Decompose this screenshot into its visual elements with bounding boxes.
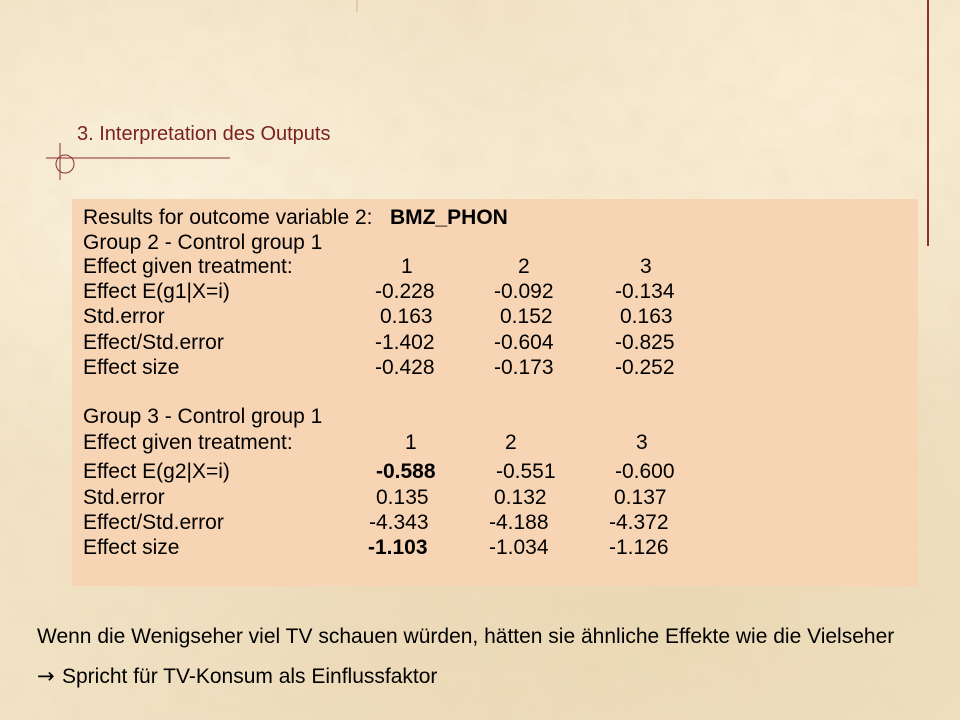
value-cell: -0.173 <box>494 356 554 379</box>
value-cell: -1.034 <box>489 536 549 559</box>
slide-title: 3. Interpretation des Outputs <box>77 123 331 145</box>
table-row <box>0 510 960 535</box>
group-label-text: Group 2 - Control group 1 <box>83 231 323 254</box>
value-cell: -0.600 <box>615 460 675 483</box>
value-cell-emphasized: -0.588 <box>376 460 436 483</box>
results-heading <box>0 205 960 230</box>
value-cell: -0.825 <box>615 331 675 354</box>
crosshair-decoration <box>46 143 230 180</box>
row-label: Effect given treatment: <box>83 431 293 454</box>
value-cell: -0.604 <box>494 331 554 354</box>
value-cell: -4.372 <box>609 511 669 534</box>
value-cell: -1.402 <box>375 331 435 354</box>
value-cell: -0.252 <box>615 356 675 379</box>
table-row <box>0 459 960 484</box>
value-cell: -1.126 <box>609 536 669 559</box>
value-cell: -0.551 <box>496 460 556 483</box>
results-heading-prefix: Results for outcome variable 2: <box>83 206 373 229</box>
row-label: Effect given treatment: <box>83 255 293 278</box>
value-cell: 0.163 <box>380 305 433 328</box>
value-cell: 2 <box>505 431 517 454</box>
value-cell: 0.152 <box>500 305 553 328</box>
outcome-variable-name: BMZ_PHON <box>390 206 508 229</box>
row-label: Std.error <box>83 305 165 328</box>
table-row <box>0 304 960 329</box>
value-cell: 0.135 <box>376 486 429 509</box>
value-cell: 0.163 <box>620 305 673 328</box>
value-cell: 1 <box>405 431 417 454</box>
value-cell: -0.228 <box>375 280 435 303</box>
value-cell: 3 <box>640 255 652 278</box>
value-cell: 0.132 <box>494 486 547 509</box>
table-row <box>0 330 960 355</box>
group-label <box>0 404 960 429</box>
table-row <box>0 485 960 510</box>
value-cell: 1 <box>401 255 413 278</box>
table-row <box>0 254 960 279</box>
conclusion-text: Wenn die Wenigseher viel TV schauen würden, hätten sie ähnliche Effekte wie die Vielseher <box>37 625 895 648</box>
row-label: Effect/Std.error <box>83 331 224 354</box>
row-label: Effect E(g1|X=i) <box>83 280 230 303</box>
table-row <box>0 430 960 455</box>
group-label <box>0 230 960 255</box>
row-label: Std.error <box>83 486 165 509</box>
row-label: Effect size <box>83 536 180 559</box>
arrow-right-icon: → <box>37 664 55 688</box>
value-cell: -0.092 <box>494 280 554 303</box>
implication-text: Spricht für TV-Konsum als Einflussfaktor <box>62 665 438 688</box>
value-cell: -0.134 <box>615 280 675 303</box>
row-label: Effect/Std.error <box>83 511 224 534</box>
value-cell: -4.188 <box>489 511 549 534</box>
group-label-text: Group 3 - Control group 1 <box>83 405 323 428</box>
value-cell-emphasized: -1.103 <box>368 536 428 559</box>
table-row <box>0 279 960 304</box>
value-cell: 3 <box>636 431 648 454</box>
table-row <box>0 355 960 380</box>
value-cell: 2 <box>518 255 530 278</box>
value-cell: -4.343 <box>369 511 429 534</box>
value-cell: -0.428 <box>375 356 435 379</box>
row-label: Effect size <box>83 356 180 379</box>
table-row <box>0 535 960 560</box>
row-label: Effect E(g2|X=i) <box>83 460 230 483</box>
value-cell: 0.137 <box>614 486 667 509</box>
